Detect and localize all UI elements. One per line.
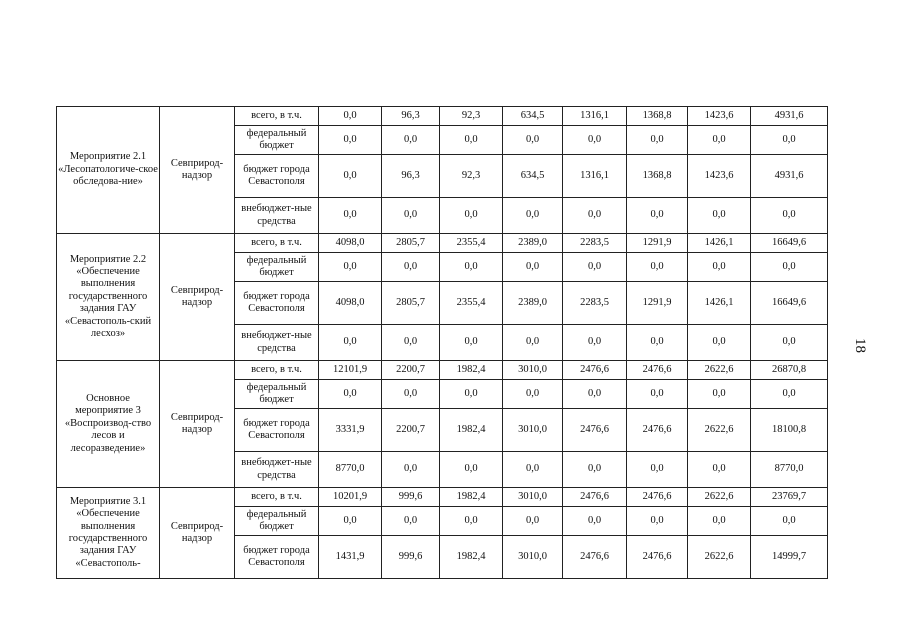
value-cell: 999,6 [382, 536, 440, 579]
value-cell: 1316,1 [563, 155, 627, 198]
value-cell: 0,0 [382, 507, 440, 536]
value-cell: 0,0 [627, 452, 688, 488]
value-cell: 92,3 [440, 107, 503, 126]
value-cell: 0,0 [503, 126, 563, 155]
value-cell: 0,0 [563, 325, 627, 361]
table-row [57, 234, 828, 253]
value-cell: 2476,6 [563, 488, 627, 507]
value-cell: 1426,1 [688, 234, 751, 253]
value-cell: 0,0 [440, 507, 503, 536]
funding-source-cell: федеральный бюджет [235, 507, 319, 536]
value-cell: 0,0 [627, 126, 688, 155]
value-cell: 0,0 [627, 325, 688, 361]
value-cell: 3010,0 [503, 536, 563, 579]
table-row [57, 361, 828, 380]
table-row [57, 107, 828, 126]
value-cell: 0,0 [319, 507, 382, 536]
page-number: 18 [852, 338, 868, 353]
value-cell: 1982,4 [440, 536, 503, 579]
total-value-cell: 0,0 [751, 325, 828, 361]
value-cell: 0,0 [440, 198, 503, 234]
value-cell: 0,0 [440, 452, 503, 488]
value-cell: 96,3 [382, 107, 440, 126]
total-value-cell: 0,0 [751, 380, 828, 409]
executor-cell: Севприрод-надзор [160, 488, 235, 579]
value-cell: 1316,1 [563, 107, 627, 126]
value-cell: 2476,6 [627, 361, 688, 380]
value-cell: 0,0 [382, 380, 440, 409]
value-cell: 0,0 [503, 198, 563, 234]
total-value-cell: 4931,6 [751, 107, 828, 126]
total-value-cell: 0,0 [751, 253, 828, 282]
budget-table [56, 106, 828, 579]
value-cell: 2622,6 [688, 361, 751, 380]
value-cell: 2805,7 [382, 282, 440, 325]
activity-name-cell: Мероприятие 3.1 «Обеспечение выполнения государственного задания ГАУ «Севастополь- [57, 488, 160, 579]
value-cell: 2805,7 [382, 234, 440, 253]
value-cell: 2355,4 [440, 282, 503, 325]
funding-source-cell: внебюджет-ные средства [235, 198, 319, 234]
value-cell: 0,0 [319, 198, 382, 234]
funding-source-cell: бюджет города Севастополя [235, 155, 319, 198]
value-cell: 0,0 [503, 380, 563, 409]
value-cell: 4098,0 [319, 282, 382, 325]
value-cell: 0,0 [382, 198, 440, 234]
value-cell: 2476,6 [563, 361, 627, 380]
funding-source-cell: внебюджет-ные средства [235, 325, 319, 361]
value-cell: 2622,6 [688, 409, 751, 452]
value-cell: 2476,6 [563, 409, 627, 452]
value-cell: 0,0 [688, 507, 751, 536]
activity-name-cell: Мероприятие 2.1 «Лесопатологиче-ское обследова-ние» [57, 107, 160, 234]
value-cell: 2476,6 [627, 409, 688, 452]
value-cell: 4098,0 [319, 234, 382, 253]
value-cell: 0,0 [319, 107, 382, 126]
value-cell: 0,0 [627, 507, 688, 536]
value-cell: 8770,0 [319, 452, 382, 488]
value-cell: 0,0 [382, 452, 440, 488]
value-cell: 0,0 [688, 126, 751, 155]
funding-source-cell: бюджет города Севастополя [235, 536, 319, 579]
value-cell: 634,5 [503, 107, 563, 126]
total-value-cell: 4931,6 [751, 155, 828, 198]
value-cell: 2283,5 [563, 234, 627, 253]
value-cell: 3010,0 [503, 361, 563, 380]
funding-source-cell: федеральный бюджет [235, 380, 319, 409]
value-cell: 999,6 [382, 488, 440, 507]
value-cell: 0,0 [440, 380, 503, 409]
value-cell: 1982,4 [440, 488, 503, 507]
value-cell: 0,0 [319, 126, 382, 155]
value-cell: 0,0 [563, 380, 627, 409]
funding-source-cell: всего, в т.ч. [235, 361, 319, 380]
value-cell: 1426,1 [688, 282, 751, 325]
value-cell: 96,3 [382, 155, 440, 198]
value-cell: 1291,9 [627, 234, 688, 253]
value-cell: 0,0 [319, 380, 382, 409]
funding-source-cell: федеральный бюджет [235, 126, 319, 155]
total-value-cell: 26870,8 [751, 361, 828, 380]
value-cell: 1368,8 [627, 107, 688, 126]
value-cell: 0,0 [440, 126, 503, 155]
value-cell: 0,0 [319, 325, 382, 361]
value-cell: 0,0 [503, 452, 563, 488]
total-value-cell: 8770,0 [751, 452, 828, 488]
value-cell: 634,5 [503, 155, 563, 198]
total-value-cell: 16649,6 [751, 234, 828, 253]
value-cell: 0,0 [688, 198, 751, 234]
value-cell: 2389,0 [503, 282, 563, 325]
executor-cell: Севприрод-надзор [160, 234, 235, 361]
value-cell: 0,0 [688, 452, 751, 488]
value-cell: 2355,4 [440, 234, 503, 253]
funding-source-cell: федеральный бюджет [235, 253, 319, 282]
funding-source-cell: внебюджет-ные средства [235, 452, 319, 488]
value-cell: 0,0 [503, 253, 563, 282]
activity-name-cell: Основное мероприятие 3 «Воспроизвод-ство лесов и лесоразведение» [57, 361, 160, 488]
value-cell: 0,0 [440, 253, 503, 282]
value-cell: 3010,0 [503, 409, 563, 452]
value-cell: 0,0 [319, 155, 382, 198]
total-value-cell: 0,0 [751, 126, 828, 155]
value-cell: 0,0 [627, 198, 688, 234]
value-cell: 3331,9 [319, 409, 382, 452]
value-cell: 1423,6 [688, 155, 751, 198]
value-cell: 2476,6 [627, 536, 688, 579]
funding-source-cell: бюджет города Севастополя [235, 282, 319, 325]
value-cell: 0,0 [382, 126, 440, 155]
value-cell: 1982,4 [440, 409, 503, 452]
executor-cell: Севприрод-надзор [160, 361, 235, 488]
value-cell: 1982,4 [440, 361, 503, 380]
value-cell: 12101,9 [319, 361, 382, 380]
table-row [57, 488, 828, 507]
value-cell: 1423,6 [688, 107, 751, 126]
value-cell: 0,0 [382, 253, 440, 282]
value-cell: 1368,8 [627, 155, 688, 198]
funding-source-cell: бюджет города Севастополя [235, 409, 319, 452]
value-cell: 0,0 [563, 452, 627, 488]
value-cell: 0,0 [319, 253, 382, 282]
value-cell: 2476,6 [563, 536, 627, 579]
value-cell: 0,0 [563, 253, 627, 282]
value-cell: 0,0 [627, 380, 688, 409]
value-cell: 1431,9 [319, 536, 382, 579]
funding-source-cell: всего, в т.ч. [235, 488, 319, 507]
table-body [57, 107, 828, 579]
total-value-cell: 0,0 [751, 507, 828, 536]
value-cell: 2622,6 [688, 488, 751, 507]
value-cell: 0,0 [440, 325, 503, 361]
total-value-cell: 16649,6 [751, 282, 828, 325]
funding-source-cell: всего, в т.ч. [235, 107, 319, 126]
total-value-cell: 18100,8 [751, 409, 828, 452]
value-cell: 0,0 [627, 253, 688, 282]
value-cell: 2622,6 [688, 536, 751, 579]
value-cell: 3010,0 [503, 488, 563, 507]
total-value-cell: 0,0 [751, 198, 828, 234]
value-cell: 0,0 [563, 198, 627, 234]
value-cell: 2283,5 [563, 282, 627, 325]
total-value-cell: 14999,7 [751, 536, 828, 579]
executor-cell: Севприрод-надзор [160, 107, 235, 234]
value-cell: 2389,0 [503, 234, 563, 253]
value-cell: 0,0 [382, 325, 440, 361]
value-cell: 2200,7 [382, 361, 440, 380]
funding-source-cell: всего, в т.ч. [235, 234, 319, 253]
value-cell: 2200,7 [382, 409, 440, 452]
activity-name-cell: Мероприятие 2.2 «Обеспечение выполнения государственного задания ГАУ «Севастополь-ский лесхоз» [57, 234, 160, 361]
value-cell: 0,0 [688, 380, 751, 409]
value-cell: 0,0 [503, 325, 563, 361]
value-cell: 1291,9 [627, 282, 688, 325]
value-cell: 2476,6 [627, 488, 688, 507]
value-cell: 0,0 [563, 507, 627, 536]
value-cell: 10201,9 [319, 488, 382, 507]
value-cell: 0,0 [503, 507, 563, 536]
value-cell: 0,0 [688, 325, 751, 361]
value-cell: 92,3 [440, 155, 503, 198]
value-cell: 0,0 [688, 253, 751, 282]
total-value-cell: 23769,7 [751, 488, 828, 507]
value-cell: 0,0 [563, 126, 627, 155]
